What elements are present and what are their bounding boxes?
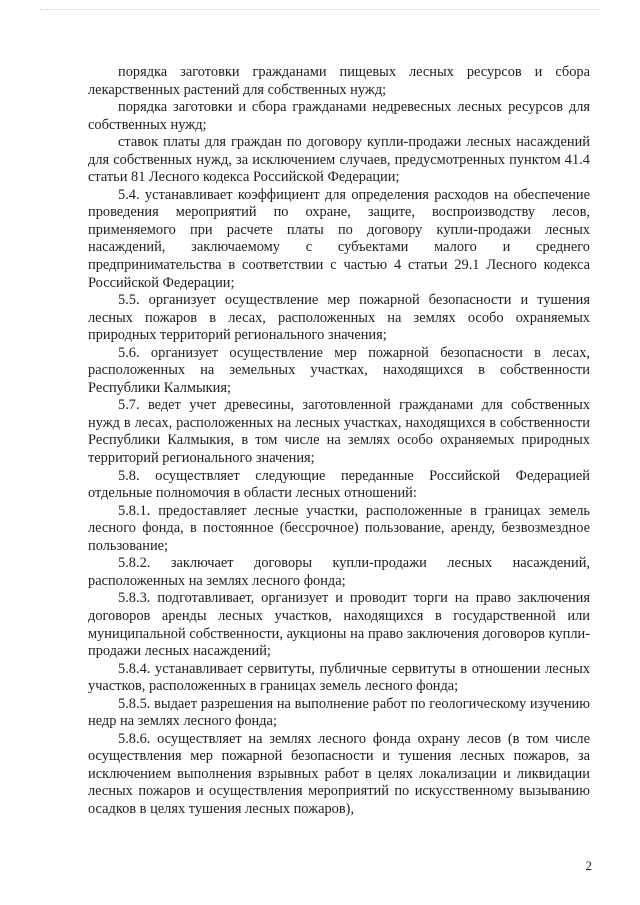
document-body bbox=[88, 64, 590, 819]
page-number: 2 bbox=[585, 858, 592, 873]
scan-artifact-line bbox=[40, 9, 600, 11]
paragraph: 5.8.5. выдает разрешения на выполнение работ по геологическому изучению недр на землях лесного фонда; bbox=[88, 695, 590, 730]
paragraph: 5.8.6. осуществляет на землях лесного фонда охрану лесов (в том числе осуществления мер пожарной безопасности и тушения лесных пожаров, за исключением выполнения взрывных работ в целях локализации и ликвидации лесных пожаров и осуществления мероприятий по искусственному вызыванию осадков в целях тушения лесных пожаров), bbox=[88, 730, 590, 817]
paragraph: 5.5. организует осуществление мер пожарной безопасности и тушения лесных пожаров в лесах, расположенных на землях особо охраняемых природных территорий регионального значения; bbox=[88, 292, 590, 344]
paragraph: порядка заготовки гражданами пищевых лесных ресурсов и сбора лекарственных растений для собственных нужд; bbox=[88, 64, 590, 98]
paragraph: 5.8.4. устанавливает сервитуты, публичные сервитуты в отношении лесных участков, расположенных в границах земель лесного фонда; bbox=[88, 660, 590, 695]
paragraph: 5.7. ведет учет древесины, заготовленной гражданами для собственных нужд в лесах, расположенных на лесных участках, находящихся в собственности Республики Калмыкия, в том числе на землях особо охраняемых природных территорий регионального значения; bbox=[88, 397, 590, 467]
paragraph: 5.8.2. заключает договоры купли-продажи лесных насаждений, расположенных на землях лесного фонда; bbox=[88, 555, 590, 589]
paragraph: ставок платы для граждан по договору купли-продажи лесных насаждений для собственных нужд, за исключением случаев, предусмотренных пунктом 41.4 статьи 81 Лесного кодекса Российской Федерации; bbox=[88, 134, 590, 186]
paragraph: 5.6. организует осуществление мер пожарной безопасности в лесах, расположенных на земельных участках, находящихся в собственности Республики Калмыкия; bbox=[88, 344, 590, 396]
paragraph: 5.8.1. предоставляет лесные участки, расположенные в границах земель лесного фонда, в постоянное (бессрочное) пользование, аренду, безвозмездное пользование; bbox=[88, 502, 590, 554]
paragraph: порядка заготовки и сбора гражданами недревесных лесных ресурсов для собственных нужд; bbox=[88, 99, 590, 133]
paragraph: 5.4. устанавливает коэффициент для определения расходов на обеспечение проведения мероприятий по охране, защите, воспроизводству лесов, применяемого при расчете платы по договору купли-продажи лесных насаждений, заключаемому с субъектами малого и среднего предпринимательства в соответствии с частью 4 статьи 29.1 Лесного кодекса Российской Федерации; bbox=[88, 186, 590, 291]
paragraph: 5.8. осуществляет следующие переданные Российской Федерацией отдельные полномочия в области лесных отношений: bbox=[88, 467, 590, 502]
paragraph: 5.8.3. подготавливает, организует и проводит торги на право заключения договоров аренды лесных участков, находящихся в государственной или муниципальной собственности, аукционы на право заключения договоров купли-продажи лесных насаждений; bbox=[88, 590, 590, 660]
